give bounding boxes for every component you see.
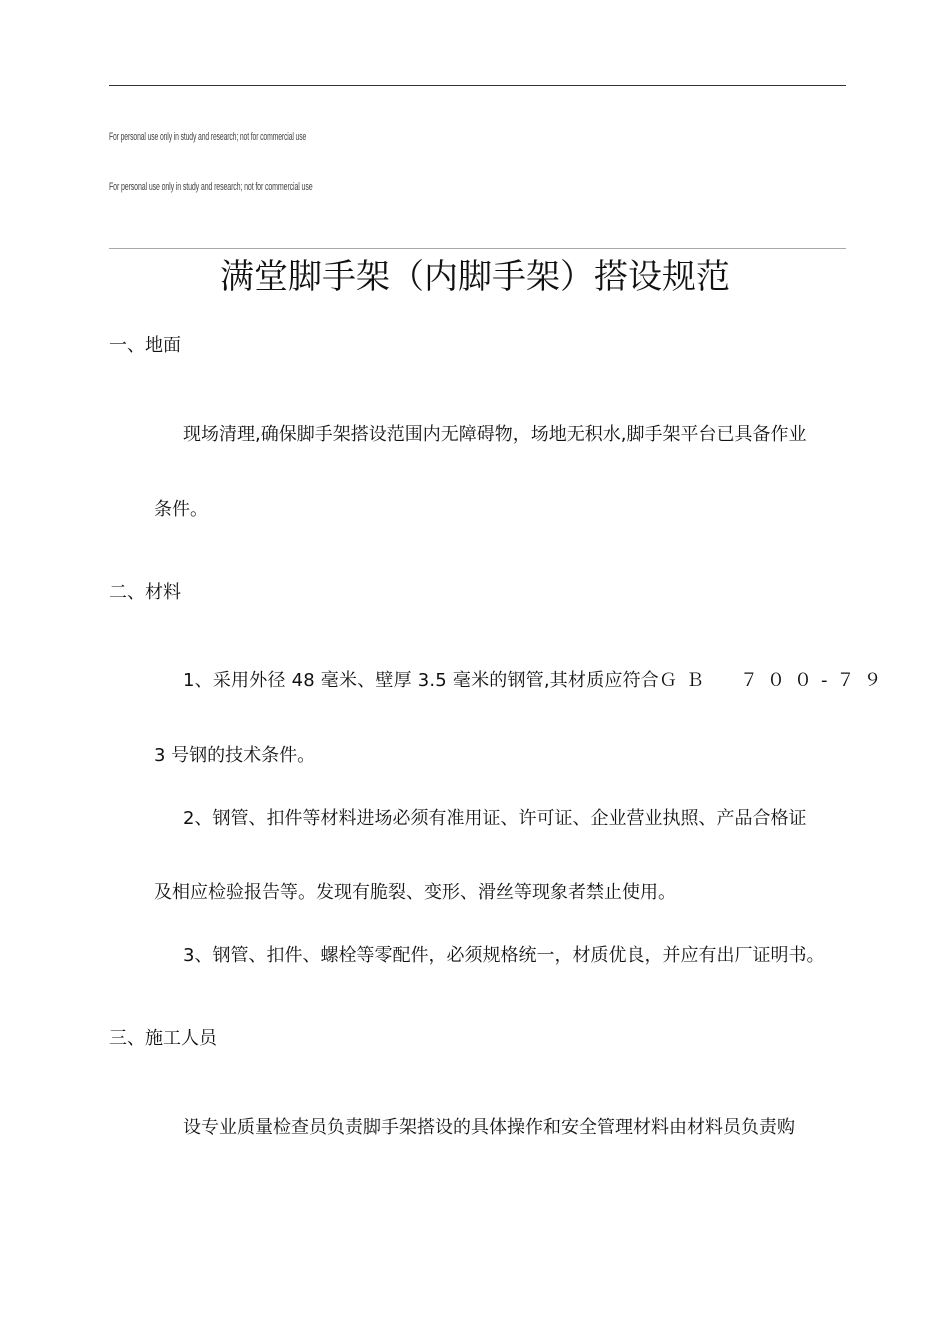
paragraph-line: 条件。 <box>154 499 208 520</box>
paragraph-line: 3、钢管、扣件、螺栓等零配件，必须规格统一，材质优良，并应有出厂证明书。 <box>183 945 825 966</box>
section-heading-materials: 二、材料 <box>109 582 181 603</box>
paragraph-line: 及相应检验报告等。发现有脆裂、变形、滑丝等现象者禁止使用。 <box>154 882 676 903</box>
header-rule <box>109 85 846 86</box>
paragraph-line: 2、钢管、扣件等材料进场必须有准用证、许可证、企业营业执照、产品合格证 <box>183 808 807 829</box>
section-heading-ground: 一、地面 <box>109 335 181 356</box>
watermark-line-1: For personal use only in study and research; not for commercial use <box>109 131 307 143</box>
paragraph-line: 现场清理,确保脚手架搭设范围内无障碍物，场地无积水,脚手架平台已具备作业 <box>183 424 807 445</box>
section-heading-personnel: 三、施工人员 <box>109 1028 217 1049</box>
paragraph-line: 设专业质量检查员负责脚手架搭设的具体操作和安全管理材料由材料员负责购 <box>183 1117 795 1138</box>
watermark-line-2: For personal use only in study and research; not for commercial use <box>109 181 313 193</box>
document-title: 满堂脚手架（内脚手架）搭设规范 <box>220 257 730 297</box>
divider-rule <box>109 248 846 249</box>
standard-code: ＧＢ ７００-７９ <box>659 670 891 691</box>
paragraph-line: 3 号钢的技术条件。 <box>154 745 316 766</box>
paragraph-line <box>183 669 891 693</box>
paragraph-text: 1、采用外径 48 毫米、壁厚 3.5 毫米的钢管,其材质应符合 <box>183 670 659 691</box>
